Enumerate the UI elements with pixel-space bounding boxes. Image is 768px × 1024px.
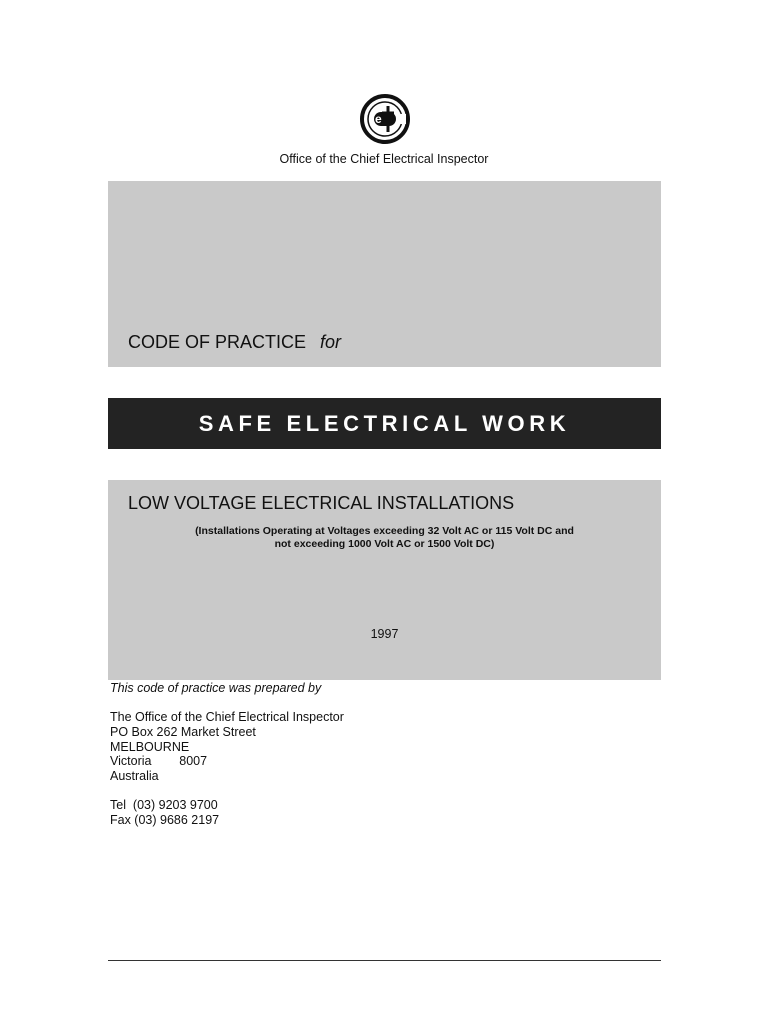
ceo-monogram-icon — [358, 92, 412, 146]
office-name: Office of the Chief Electrical Inspector — [279, 152, 489, 166]
cover-upper-panel — [108, 181, 661, 367]
document-title: SAFE ELECTRICAL WORK — [108, 398, 661, 449]
footer-divider — [108, 960, 661, 961]
code-of-practice-label: CODE OF PRACTICE — [128, 332, 307, 352]
publication-year: 1997 — [370, 627, 399, 641]
fax-number: Fax (03) 9686 2197 — [110, 812, 220, 827]
voltage-scope-note — [108, 525, 661, 551]
contact-block — [110, 798, 219, 828]
address-line: MELBOURNE — [110, 739, 190, 754]
scope-line-1: (Installations Operating at Voltages exceeding 32 Volt AC or 115 Volt DC and — [195, 525, 574, 537]
address-line: PO Box 262 Market Street — [110, 724, 256, 739]
for-word: for — [320, 332, 342, 352]
scope-line-2: not exceeding 1000 Volt AC or 1500 Volt DC) — [274, 538, 495, 550]
telephone-number: Tel (03) 9203 9700 — [110, 798, 218, 812]
code-of-practice-line — [128, 332, 341, 353]
address-line: Australia — [110, 769, 159, 784]
document-subtitle: LOW VOLTAGE ELECTRICAL INSTALLATIONS — [128, 493, 515, 513]
address-block — [110, 710, 344, 784]
address-line: Victoria 8007 — [110, 754, 208, 769]
cover-lower-panel — [108, 480, 661, 680]
svg-text:e: e — [375, 112, 382, 126]
address-line: The Office of the Chief Electrical Inspector — [110, 710, 344, 724]
prepared-by-intro: This code of practice was prepared by — [110, 681, 322, 695]
